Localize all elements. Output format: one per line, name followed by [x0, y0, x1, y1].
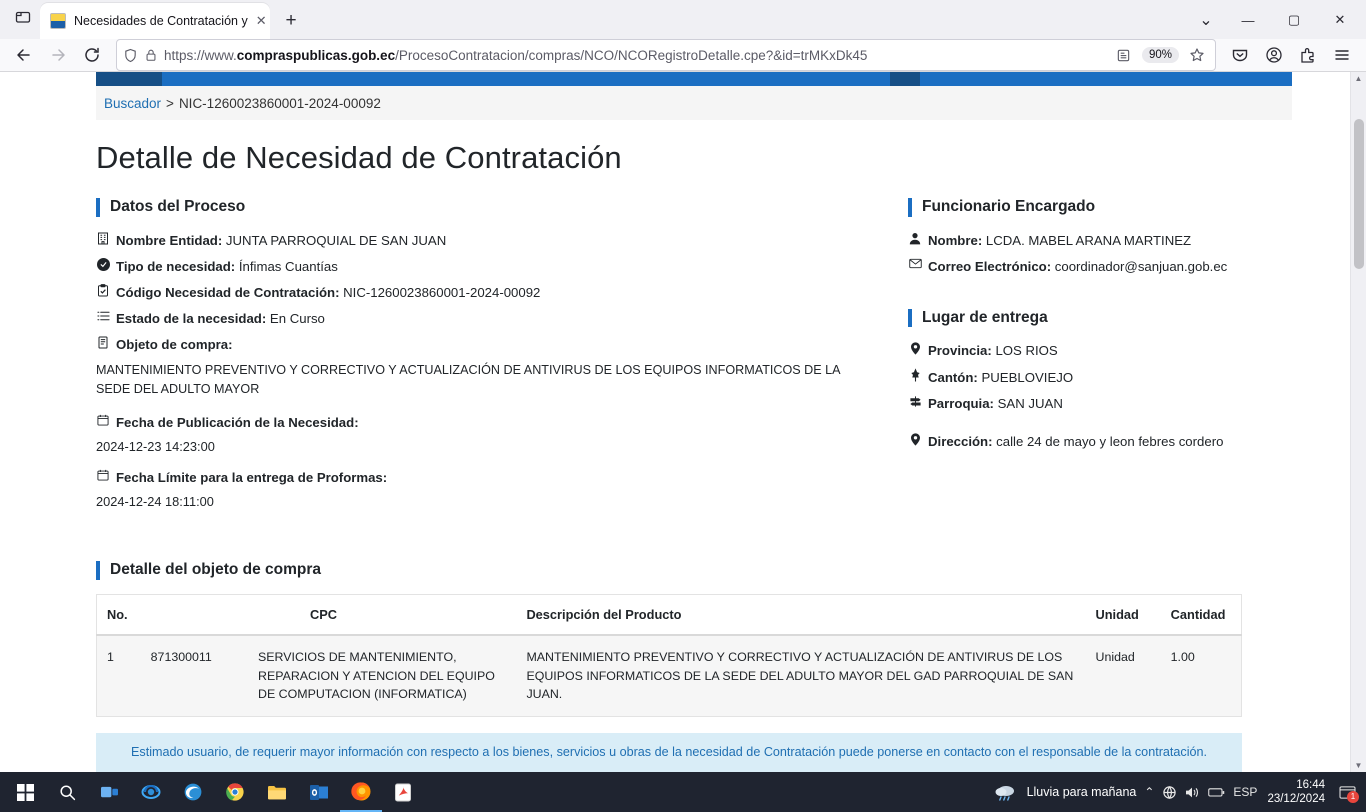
label-codigo-necesidad: Código Necesidad de Contratación: [116, 284, 340, 300]
breadcrumb-current: NIC-1260023860001-2024-00092 [178, 95, 381, 111]
tab-list-icon[interactable] [6, 0, 40, 34]
zoom-level[interactable]: 90% [1142, 47, 1179, 63]
tab-title: Necesidades de Contratación y [74, 14, 248, 28]
shield-icon[interactable] [123, 48, 138, 63]
label-direccion: Dirección: [928, 433, 993, 449]
network-icon[interactable] [1162, 786, 1177, 799]
browser-tab[interactable] [40, 3, 270, 39]
lugar-entrega-section [908, 309, 1292, 451]
detalle-objeto-section [96, 561, 1292, 772]
system-tray [993, 778, 1362, 807]
save-to-pocket-icon[interactable] [1224, 39, 1256, 71]
breadcrumb-link-buscador[interactable]: Buscador [104, 95, 162, 111]
map-pin-icon [908, 342, 922, 355]
lock-icon[interactable] [144, 48, 158, 62]
label-canton: Cantón: [928, 369, 978, 385]
cell-cantidad: 1.00 [1161, 635, 1242, 716]
search-icon[interactable] [46, 772, 88, 812]
scrollbar-thumb[interactable] [1354, 119, 1364, 269]
close-window-button[interactable]: ✕ [1334, 12, 1346, 27]
section-heading-lugar-entrega: Lugar de entrega [908, 309, 1292, 328]
value-nombre-entidad: JUNTA PARROQUIAL DE SAN JUAN [225, 232, 447, 248]
field-provincia [908, 341, 1292, 360]
check-circle-icon [96, 258, 110, 271]
site-header-bar [96, 72, 1292, 86]
clock-date: 23/12/2024 [1267, 793, 1325, 806]
value-estado-necesidad: En Curso [269, 311, 325, 327]
field-estado-necesidad [96, 309, 886, 328]
cell-no: 1 [97, 635, 141, 716]
value-funcionario-correo: coordinador@sanjuan.gob.ec [1054, 258, 1228, 274]
account-icon[interactable] [1258, 39, 1290, 71]
vertical-scrollbar[interactable] [1350, 72, 1366, 772]
reader-view-icon[interactable] [1112, 43, 1136, 67]
address-bar[interactable] [116, 39, 1216, 71]
notifications-icon[interactable] [1339, 785, 1356, 800]
tab-strip [0, 0, 1366, 39]
forward-icon [42, 39, 74, 71]
web-page [0, 72, 1350, 772]
url-text[interactable]: https://www.compraspublicas.gob.ec/ProcesoContratacion/compras/NCO/NCORegistroDetalle.cpe?&id=trMKxDk45 [164, 47, 868, 63]
section-heading-funcionario: Funcionario Encargado [908, 198, 1292, 217]
field-tipo-necesidad [96, 257, 886, 276]
field-fecha-limite-label [96, 468, 886, 487]
cell-cpc-code: 871300011 [141, 635, 248, 716]
field-fecha-publicacion-label [96, 413, 886, 432]
label-nombre-entidad: Nombre Entidad: [116, 232, 223, 248]
reload-icon[interactable] [76, 39, 108, 71]
show-hidden-icons[interactable]: ⌃ [1144, 785, 1155, 800]
person-icon [908, 232, 922, 245]
list-icon [96, 310, 110, 322]
battery-icon[interactable] [1208, 787, 1225, 798]
column-header-cantidad: Cantidad [1161, 594, 1242, 635]
notification-count: 1 [1347, 791, 1359, 803]
value-objeto-compra: MANTENIMIENTO PREVENTIVO Y CORRECTIVO Y ACTUALIZACIÓN DE ANTIVIRUS DE LOS EQUIPOS INFORMATICOS DE LA SEDE DEL ADULTO MAYOR [96, 363, 840, 397]
value-fecha-publicacion: 2024-12-23 14:23:00 [96, 439, 215, 455]
weather-text: Lluvia para mañana [1026, 785, 1137, 800]
page-viewport [0, 72, 1366, 772]
clock-time: 16:44 [1296, 779, 1325, 792]
column-header-unidad: Unidad [1086, 594, 1161, 635]
value-parroquia: SAN JUAN [997, 395, 1063, 411]
column-header-descripcion: Descripción del Producto [516, 594, 1085, 635]
label-fecha-limite: Fecha Límite para la entrega de Proformas: [116, 470, 388, 486]
scroll-up-icon[interactable]: ▲ [1354, 74, 1363, 83]
label-objeto-compra: Objeto de compra: [116, 337, 233, 353]
windows-taskbar [0, 772, 1366, 812]
taskview-icon[interactable] [88, 772, 130, 812]
building-icon [96, 232, 110, 245]
section-heading-datos-proceso: Datos del Proceso [96, 198, 886, 217]
value-provincia: LOS RIOS [995, 343, 1058, 359]
field-funcionario-correo [908, 257, 1292, 276]
document-icon [96, 336, 110, 349]
clipboard-check-icon [96, 284, 110, 297]
extensions-icon[interactable] [1292, 39, 1324, 71]
table-row [97, 635, 1242, 716]
internet-explorer-icon[interactable] [130, 772, 172, 812]
pin-icon [908, 369, 922, 382]
map-pin-icon [908, 433, 922, 446]
menu-icon[interactable] [1326, 39, 1358, 71]
value-funcionario-nombre: LCDA. MABEL ARANA MARTINEZ [985, 232, 1192, 248]
breadcrumb-separator: > [166, 95, 174, 111]
chrome-icon[interactable] [214, 772, 256, 812]
envelope-icon [908, 258, 922, 269]
value-codigo-necesidad: NIC-1260023860001-2024-00092 [343, 284, 541, 300]
back-icon[interactable] [8, 39, 40, 71]
value-tipo-necesidad: Ínfimas Cuantías [238, 258, 338, 274]
input-language[interactable]: ESP [1233, 785, 1258, 800]
start-button-icon[interactable] [4, 772, 46, 812]
field-parroquia [908, 394, 1292, 413]
table-header-row [97, 594, 1242, 635]
outlook-icon[interactable] [298, 772, 340, 812]
field-funcionario-nombre [908, 231, 1292, 250]
minimize-button[interactable]: — [1241, 12, 1255, 28]
datos-proceso-section [96, 198, 886, 523]
label-funcionario-correo: Correo Electrónico: [928, 258, 1052, 274]
field-codigo-necesidad [96, 283, 886, 302]
edge-icon[interactable] [172, 772, 214, 812]
cell-unidad: Unidad [1086, 635, 1161, 716]
scrollbar-track[interactable] [1351, 83, 1366, 761]
value-canton: PUEBLOVIEJO [981, 369, 1074, 385]
new-tab-button[interactable]: + [285, 10, 297, 31]
section-heading-detalle-objeto: Detalle del objeto de compra [96, 561, 1292, 580]
signpost-icon [908, 395, 922, 408]
column-header-cpc: CPC [141, 594, 517, 635]
info-notice: Estimado usuario, de requerir mayor información con respecto a los bienes, servicios u obras de la necesidad de Contratación puede ponerse en contacto con el responsable de la contratación. [96, 733, 1242, 773]
label-provincia: Provincia: [928, 343, 992, 359]
adobe-reader-icon[interactable] [382, 772, 424, 812]
value-fecha-limite: 2024-12-24 18:11:00 [96, 494, 214, 510]
field-nombre-entidad [96, 231, 886, 250]
field-direccion [908, 432, 1292, 451]
field-objeto-compra-label [96, 335, 886, 354]
rain-cloud-icon [993, 783, 1019, 801]
maximize-button[interactable]: ▢ [1287, 12, 1301, 27]
label-funcionario-nombre: Nombre: [928, 232, 983, 248]
calendar-icon [96, 469, 110, 481]
label-tipo-necesidad: Tipo de necesidad: [116, 258, 236, 274]
weather-widget[interactable] [993, 783, 1137, 801]
column-header-no: No. [97, 594, 141, 635]
cell-cpc-description: SERVICIOS DE MANTENIMIENTO, REPARACION Y ATENCION DEL EQUIPO DE COMPUTACION (INFORMATICA) [248, 635, 516, 716]
page-title: Detalle de Necesidad de Contratación [96, 140, 622, 175]
label-estado-necesidad: Estado de la necesidad: [116, 311, 267, 327]
close-icon[interactable]: ✕ [255, 13, 267, 28]
value-direccion: calle 24 de mayo y leon febres cordero [996, 433, 1224, 449]
scroll-down-icon[interactable]: ▼ [1354, 761, 1363, 771]
bookmark-star-icon[interactable] [1185, 43, 1209, 67]
detalle-objeto-table [96, 594, 1242, 717]
chevron-down-icon[interactable]: ⌄ [1199, 12, 1213, 29]
funcionario-section [908, 198, 1292, 276]
breadcrumb [96, 86, 1292, 120]
file-explorer-icon[interactable] [256, 772, 298, 812]
clock[interactable] [1265, 778, 1331, 807]
label-fecha-publicacion: Fecha de Publicación de la Necesidad: [116, 415, 359, 431]
label-parroquia: Parroquia: [928, 395, 994, 411]
navigation-toolbar [0, 39, 1366, 72]
ecuador-flag-icon [50, 13, 66, 29]
cell-descripcion-producto: MANTENIMIENTO PREVENTIVO Y CORRECTIVO Y ACTUALIZACIÓN DE ANTIVIRUS DE LOS EQUIPOS INFORMATICOS DE LA SEDE DEL ADULTO MAYOR DEL GAD PARROQUIAL DE SAN JUAN. [516, 635, 1085, 716]
calendar-icon [96, 414, 110, 426]
firefox-icon[interactable] [340, 772, 382, 812]
window-controls [1188, 4, 1362, 36]
volume-icon[interactable] [1185, 786, 1200, 799]
field-canton [908, 368, 1292, 387]
